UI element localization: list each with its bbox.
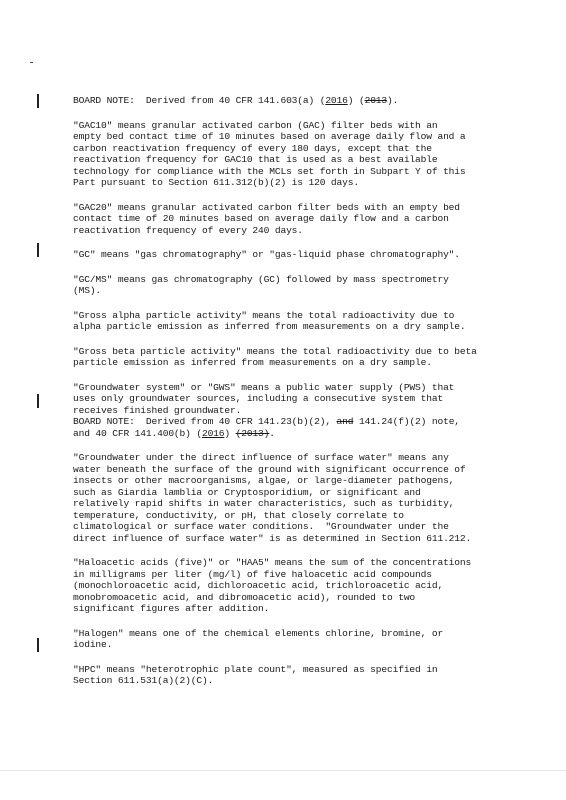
text-line: [73, 225, 513, 237]
text-run: empty bed contact time of 10 minutes based on average daily flow and a: [73, 131, 466, 142]
text-run: "GC" means "gas chromatography" or "gas-liquid phase chromatography".: [73, 249, 460, 260]
text-run: in milligrams per liter (mg/l) of five haloacetic acid compounds: [73, 568, 432, 580]
text-run: "GAC10" means granular activated carbon (GAC) filter beds with an: [73, 119, 438, 131]
text-run: direct influence of surface water" is as determined in Section 611.212.: [73, 532, 472, 544]
text-run: 141.24(f)(2) note,: [353, 416, 460, 427]
text-run: "Halogen" means one of the chemical elements chlorine, bromine, or: [73, 627, 444, 639]
text-run: temperature, conductivity, or pH, that closely correlate to: [73, 509, 404, 521]
text-run: Part pursuant to Section 611.312(b)(2) is 120 days.: [73, 177, 359, 188]
text-line: [73, 393, 513, 405]
definition-paragraph-gac10: [73, 120, 513, 189]
definition-paragraph-gws: [73, 382, 513, 440]
definition-paragraph-gc: [73, 249, 513, 261]
change-bar: [37, 243, 39, 257]
text-line: [73, 202, 513, 214]
text-run: and 40 CFR 141.400(b) (: [73, 427, 202, 439]
text-run: "GAC20" means granular activated carbon filter beds with an empty bed: [73, 201, 460, 213]
definition-paragraph-gudi: [73, 452, 513, 544]
text-line: [73, 521, 513, 533]
text-line: [73, 557, 513, 569]
struck-text: and: [336, 416, 354, 427]
text-run: iodine.: [73, 639, 113, 650]
text-line: [73, 177, 513, 189]
text-run: monobromoacetic acid, and dibromoacetic acid), rounded to two: [73, 591, 416, 603]
text-line: [73, 475, 513, 487]
text-run: BOARD NOTE: Derived from 40 CFR 141.23(b)(2),: [73, 416, 337, 427]
text-line: [73, 213, 513, 225]
text-line: [73, 285, 513, 297]
text-run: such as Giardia lamblia or Cryptosporidium, or significant and: [73, 486, 421, 498]
text-run: BOARD NOTE: Derived from 40 CFR 141.603(a) (: [73, 95, 326, 106]
text-line: [73, 416, 513, 428]
text-line: [73, 346, 513, 358]
definition-paragraph-gross-beta: [73, 346, 513, 369]
text-line: [73, 487, 513, 499]
change-bar: [37, 638, 39, 652]
text-line: [73, 382, 513, 394]
text-run: receives finished groundwater.: [73, 404, 242, 416]
text-run: particle emission as inferred from measurements on a dry sample.: [73, 357, 432, 368]
text-line: [73, 603, 513, 615]
text-line: [73, 143, 513, 155]
text-run: "HPC" means "heterotrophic plate count", measured as specified in: [73, 663, 438, 675]
text-line: [73, 120, 513, 132]
text-line: [73, 405, 513, 417]
change-bar: [37, 94, 39, 108]
text-run: Section 611.531(a)(2)(C).: [73, 675, 214, 686]
text-run: technology for compliance with the MCLs set forth in Subpart Y of this: [73, 165, 466, 177]
text-run: relatively rapid shifts in water characteristics, such as turbidity,: [73, 498, 455, 509]
text-line: [73, 274, 513, 286]
text-run: "Groundwater system" or "GWS" means a public water supply (PWS) that: [73, 381, 455, 393]
text-line: [73, 166, 513, 178]
text-line: [73, 628, 513, 640]
text-line: [73, 321, 513, 333]
text-line: [73, 580, 513, 592]
struck-text: (2013): [235, 427, 270, 439]
text-line: [73, 639, 513, 651]
text-run: .: [269, 427, 275, 439]
definition-paragraph-hpc: [73, 664, 513, 687]
text-run: ): [224, 427, 236, 439]
text-run: alpha particle emission as inferred from measurements on a dry sample.: [73, 321, 466, 332]
text-run: carbon reactivation frequency of every 180 days, except that the: [73, 142, 432, 154]
text-run: "Gross alpha particle activity" means the total radioactivity due to: [73, 309, 455, 321]
text-run: ).: [387, 95, 399, 106]
text-line: [73, 428, 513, 440]
text-line: [73, 664, 513, 676]
text-run: ) (: [347, 95, 365, 106]
text-run: contact time of 20 minutes based on average daily flow and a carbon: [73, 213, 449, 224]
inserted-text: 2016: [201, 427, 225, 439]
text-run: (MS).: [73, 285, 102, 296]
text-run: "Groundwater under the direct influence of surface water" means any: [73, 452, 449, 463]
text-run: "GC/MS" means gas chromatography (GC) followed by mass spectrometry: [73, 273, 449, 285]
text-line: [73, 452, 513, 464]
text-line: [73, 592, 513, 604]
page-bottom-rule: [0, 770, 566, 771]
definition-paragraph-board-note-1: [73, 95, 513, 107]
definition-paragraph-gac20: [73, 202, 513, 237]
struck-text: 2013: [364, 95, 388, 106]
definition-paragraph-halogen: [73, 628, 513, 651]
text-line: [73, 357, 513, 369]
text-line: [73, 675, 513, 687]
text-line: [73, 569, 513, 581]
document-body: [73, 95, 513, 700]
scan-mark: [30, 62, 33, 63]
change-bar: [37, 394, 39, 408]
text-run: insects or other macroorganisms, algae, or large-diameter pathogens,: [73, 475, 455, 486]
text-run: uses only groundwater sources, including a consecutive system that: [73, 393, 444, 404]
text-line: [73, 310, 513, 322]
definition-paragraph-gc-ms: [73, 274, 513, 297]
inserted-text: 2016: [325, 95, 348, 106]
text-run: significant figures after addition.: [73, 603, 270, 614]
text-run: climatological or surface water conditions. "Groundwater under the: [73, 521, 449, 532]
text-line: [73, 95, 513, 107]
text-line: [73, 154, 513, 166]
text-run: "Gross beta particle activity" means the total radioactivity due to beta: [73, 345, 477, 357]
text-line: [73, 510, 513, 522]
text-run: "Haloacetic acids (five)" or "HAA5" means the sum of the concentrations: [73, 557, 472, 568]
text-line: [73, 533, 513, 545]
text-run: water beneath the surface of the ground with significant occurrence of: [73, 463, 466, 475]
text-run: (monochloroacetic acid, dichloroacetic acid, trichloroacetic acid,: [73, 580, 444, 591]
definition-paragraph-gross-alpha: [73, 310, 513, 333]
definition-paragraph-haa5: [73, 557, 513, 615]
text-run: reactivation frequency for GAC10 that is used as a best available: [73, 154, 438, 165]
text-run: reactivation frequency of every 240 days.: [73, 224, 303, 236]
text-line: [73, 131, 513, 143]
text-line: [73, 249, 513, 261]
text-line: [73, 464, 513, 476]
text-line: [73, 498, 513, 510]
